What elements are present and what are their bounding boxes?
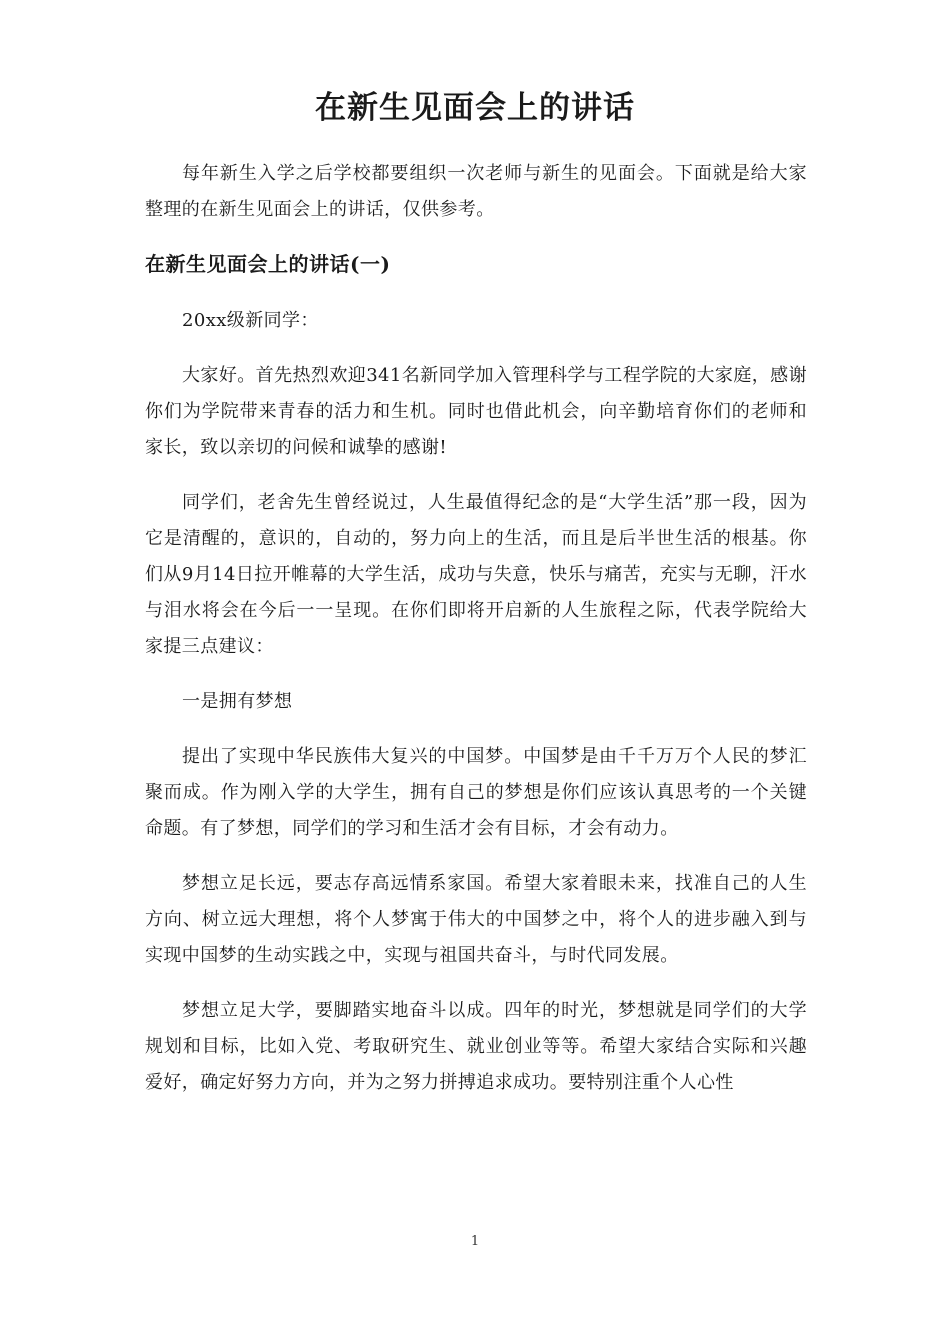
point-heading: 一是拥有梦想: [182, 691, 293, 712]
body-paragraph: 大家好。首先热烈欢迎341名新同学加入管理科学与工程学院的大家庭，感谢你们为学院带来青春的活力和生机。同时也借此机会，向辛勤培育你们的老师和家长，致以亲切的问候和诚挚的感谢!: [145, 365, 807, 458]
intro-paragraph: 每年新生入学之后学校都要组织一次老师与新生的见面会。下面就是给大家整理的在新生见面会上的讲话，仅供参考。: [145, 163, 807, 220]
page-number: 1: [470, 1234, 480, 1249]
body-paragraph: 梦想立足大学，要脚踏实地奋斗以成。四年的时光，梦想就是同学们的大学规划和目标，比如入党、考取研究生、就业创业等等。希望大家结合实际和兴趣爱好，确定好努力方向，并为之努力拼搏追求成功。要特别注重个人心性: [145, 1000, 807, 1093]
salutation: 20xx级新同学：: [182, 310, 319, 331]
body-paragraph: 提出了实现中华民族伟大复兴的中国梦。中国梦是由千千万万个人民的梦汇聚而成。作为刚入学的大学生，拥有自己的梦想是你们应该认真思考的一个关键命题。有了梦想，同学们的学习和生活才会有目标，才会有动力。: [145, 746, 807, 839]
document-title: 在新生见面会上的讲话: [315, 90, 635, 126]
body-paragraph: 梦想立足长远，要志存高远情系家国。希望大家着眼未来，找准自己的人生方向、树立远大理想，将个人梦寓于伟大的中国梦之中，将个人的进步融入到与实现中国梦的生动实践之中，实现与祖国共奋斗，与时代同发展。: [145, 873, 807, 966]
section-heading: 在新生见面会上的讲话(一): [145, 252, 391, 276]
document-body: [145, 156, 807, 1120]
body-paragraph: 同学们，老舍先生曾经说过，人生最值得纪念的是“大学生活”那一段，因为它是清醒的，意识的，自动的，努力向上的生活，而且是后半世生活的根基。你们从9月14日拉开帷幕的大学生活，成功与失意，快乐与痛苦，充实与无聊，汗水与泪水将会在今后一一呈现。在你们即将开启新的人生旅程之际，代表学院给大家提三点建议：: [145, 492, 807, 657]
